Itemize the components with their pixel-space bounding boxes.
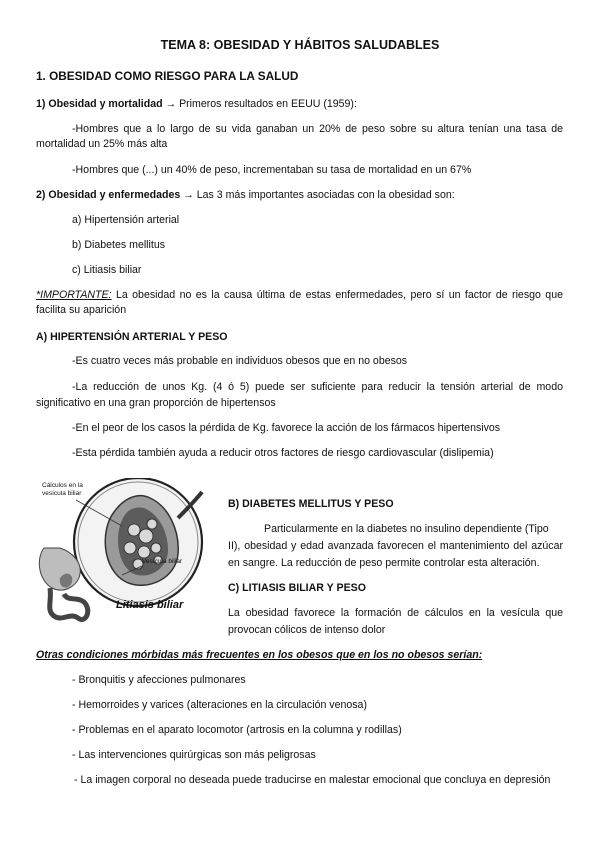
litiasis-line-2: provocan cólicos de intenso dolor [228,624,386,636]
list-item: b) Diabetes mellitus [72,239,166,251]
list-item: c) Litiasis biliar [72,264,142,276]
arrow-icon: → [183,189,194,201]
hypertension-point-1: -Es cuatro veces más probable en individuos obesos que en no obesos [72,355,408,367]
page-title: TEMA 8: OBESIDAD Y HÁBITOS SALUDABLES [160,38,440,52]
mortality-line [36,97,357,111]
figure-label-stones [42,482,83,498]
diseases-label: 2) Obesidad y enfermedades [36,189,181,201]
important-text: La obesidad no es la causa última de estas enfermedades, pero sí un factor de riesgo que [115,289,563,301]
list-item: - Hemorroides y varices (alteraciones en la circulación venosa) [72,699,367,711]
arrow-icon: → [165,98,177,110]
diseases-text: Las 3 más importantes asociadas con la obesidad son: [196,189,455,201]
litiasis-line-1: La obesidad favorece la formación de cálculos en la vesícula que [228,607,563,619]
diabetes-line-3: en sangre. La reducción de peso permite controlar esta alteración. [228,557,540,569]
mortality-point-1: -Hombres que a lo largo de su vida ganaban un 20% de peso sobre su altura tenían una tasa de [72,123,563,135]
hypertension-heading: A) HIPERTENSIÓN ARTERIAL Y PESO [36,331,228,343]
mortality-point-1-cont: mortalidad un 25% más alta [36,138,168,150]
figure-label-line: Cálculos en la [42,482,83,489]
list-item: a) Hipertensión arterial [72,214,180,226]
important-note [36,288,563,302]
section-heading: 1. OBESIDAD COMO RIESGO PARA LA SALUD [36,69,299,83]
figure-caption: Litiasis biliar [116,599,184,611]
hypertension-point-4: -Esta pérdida también ayuda a reducir otros factores de riesgo cardiovascular (dislipemia) [72,447,494,459]
diabetes-heading: B) DIABETES MELLITUS Y PESO [228,498,394,510]
hypertension-point-2: -La reducción de unos Kg. (4 ó 5) puede ser suficiente para reducir la tensión arterial de modo [72,381,563,393]
list-item: - La imagen corporal no deseada puede traducirse en malestar emocional que concluya en depresión [74,774,551,786]
list-item: - Las intervenciones quirúrgicas son más peligrosas [72,749,316,761]
other-conditions-heading: Otras condiciones mórbidas más frecuentes en los obesos que en los no obesos serían: [36,649,483,661]
mortality-label: 1) Obesidad y mortalidad [36,98,163,110]
mortality-text: Primeros resultados en EEUU (1959): [179,98,357,110]
list-item: - Bronquitis y afecciones pulmonares [72,674,246,686]
litiasis-heading: C) LITIASIS BILIAR Y PESO [228,582,366,594]
diseases-line [36,188,455,202]
important-label: *IMPORTANTE: [36,289,112,301]
list-item: - Problemas en el aparato locomotor (artrosis en la columna y rodillas) [72,724,402,736]
figure-label-gallbladder: Vesícula biliar [142,558,183,565]
gallbladder-illustration [30,478,218,628]
figure-label-line: vesícula biliar [42,490,82,497]
mortality-point-2: -Hombres que (...) un 40% de peso, incrementaban su tasa de mortalidad en un 67% [72,164,472,176]
hypertension-point-3: -En el peor de los casos la pérdida de Kg. favorece la acción de los fármacos hipertensivos [72,422,501,434]
important-note-cont: facilita su aparición [36,304,127,316]
diabetes-line-2: II), obesidad y edad avanzada favorecen el mantenimiento del azúcar [228,540,563,552]
diabetes-line-1: Particularmente en la diabetes no insulino dependiente (Tipo [264,523,549,535]
hypertension-point-2-cont: significativo en una gran proporción de hipertensos [36,397,276,409]
